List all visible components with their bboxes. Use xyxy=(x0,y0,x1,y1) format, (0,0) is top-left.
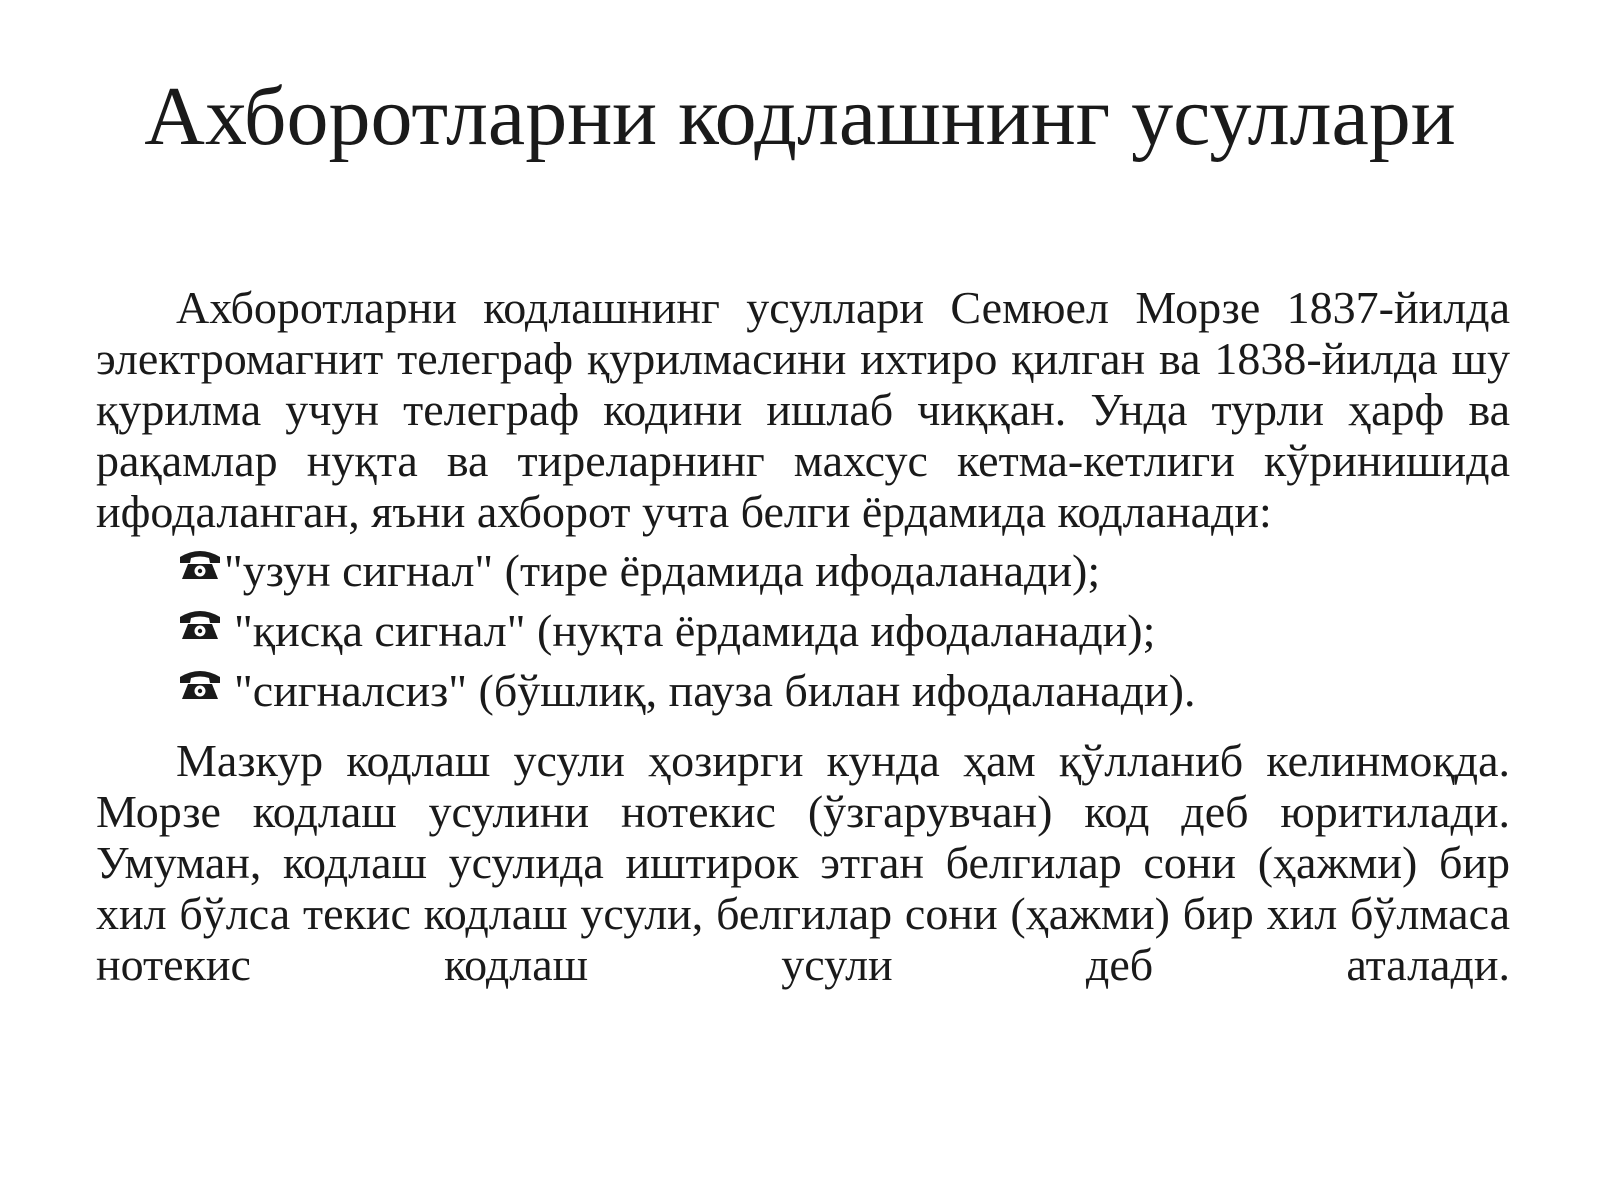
bullet-text: "қисқа сигнал" (нуқта ёрдамида ифодаланади); xyxy=(234,605,1156,656)
bullet-item xyxy=(96,541,1510,601)
closing-paragraph: Мазкур кодлаш усули ҳозирги кунда ҳам қўлланиб келинмоқда. Морзе кодлаш усулини нотекис (ўзгарувчан) код деб юритилади. Умуман, кодлаш усулида иштирок этган белгилар сони (ҳажми) бир хил бўлса текис кодлаш усули, белгилар сони (ҳажми) бир хил бўлмаса нотекис кодлаш усули деб аталади. xyxy=(96,735,1510,990)
bullet-list xyxy=(96,541,1510,721)
intro-paragraph: Ахборотларни кодлашнинг усуллари Семюел Морзе 1837-йилда электромагнит телеграф қурилмасини ихтиро қилган ва 1838-йилда шу қурилма учун телеграф кодини ишлаб чиққан. Унда турли ҳарф ва рақамлар нуқта ва тиреларнинг махсус кетма-кетлиги кўринишида ифодаланган, яъни ахборот учта белги ёрдамида кодланади: xyxy=(96,282,1510,537)
telephone-icon xyxy=(176,543,224,583)
bullet-text: "узун сигнал" (тире ёрдамида ифодаланади); xyxy=(224,545,1101,596)
slide-content xyxy=(96,282,1510,990)
slide-title: Ахборотларни кодлашнинг усуллари xyxy=(144,70,1456,163)
bullet-item xyxy=(96,661,1510,721)
bullet-item xyxy=(96,601,1510,661)
bullet-text: "сигналсиз" (бўшлиқ, пауза билан ифодаланади). xyxy=(234,665,1196,716)
telephone-icon xyxy=(176,663,224,703)
telephone-icon xyxy=(176,603,224,643)
